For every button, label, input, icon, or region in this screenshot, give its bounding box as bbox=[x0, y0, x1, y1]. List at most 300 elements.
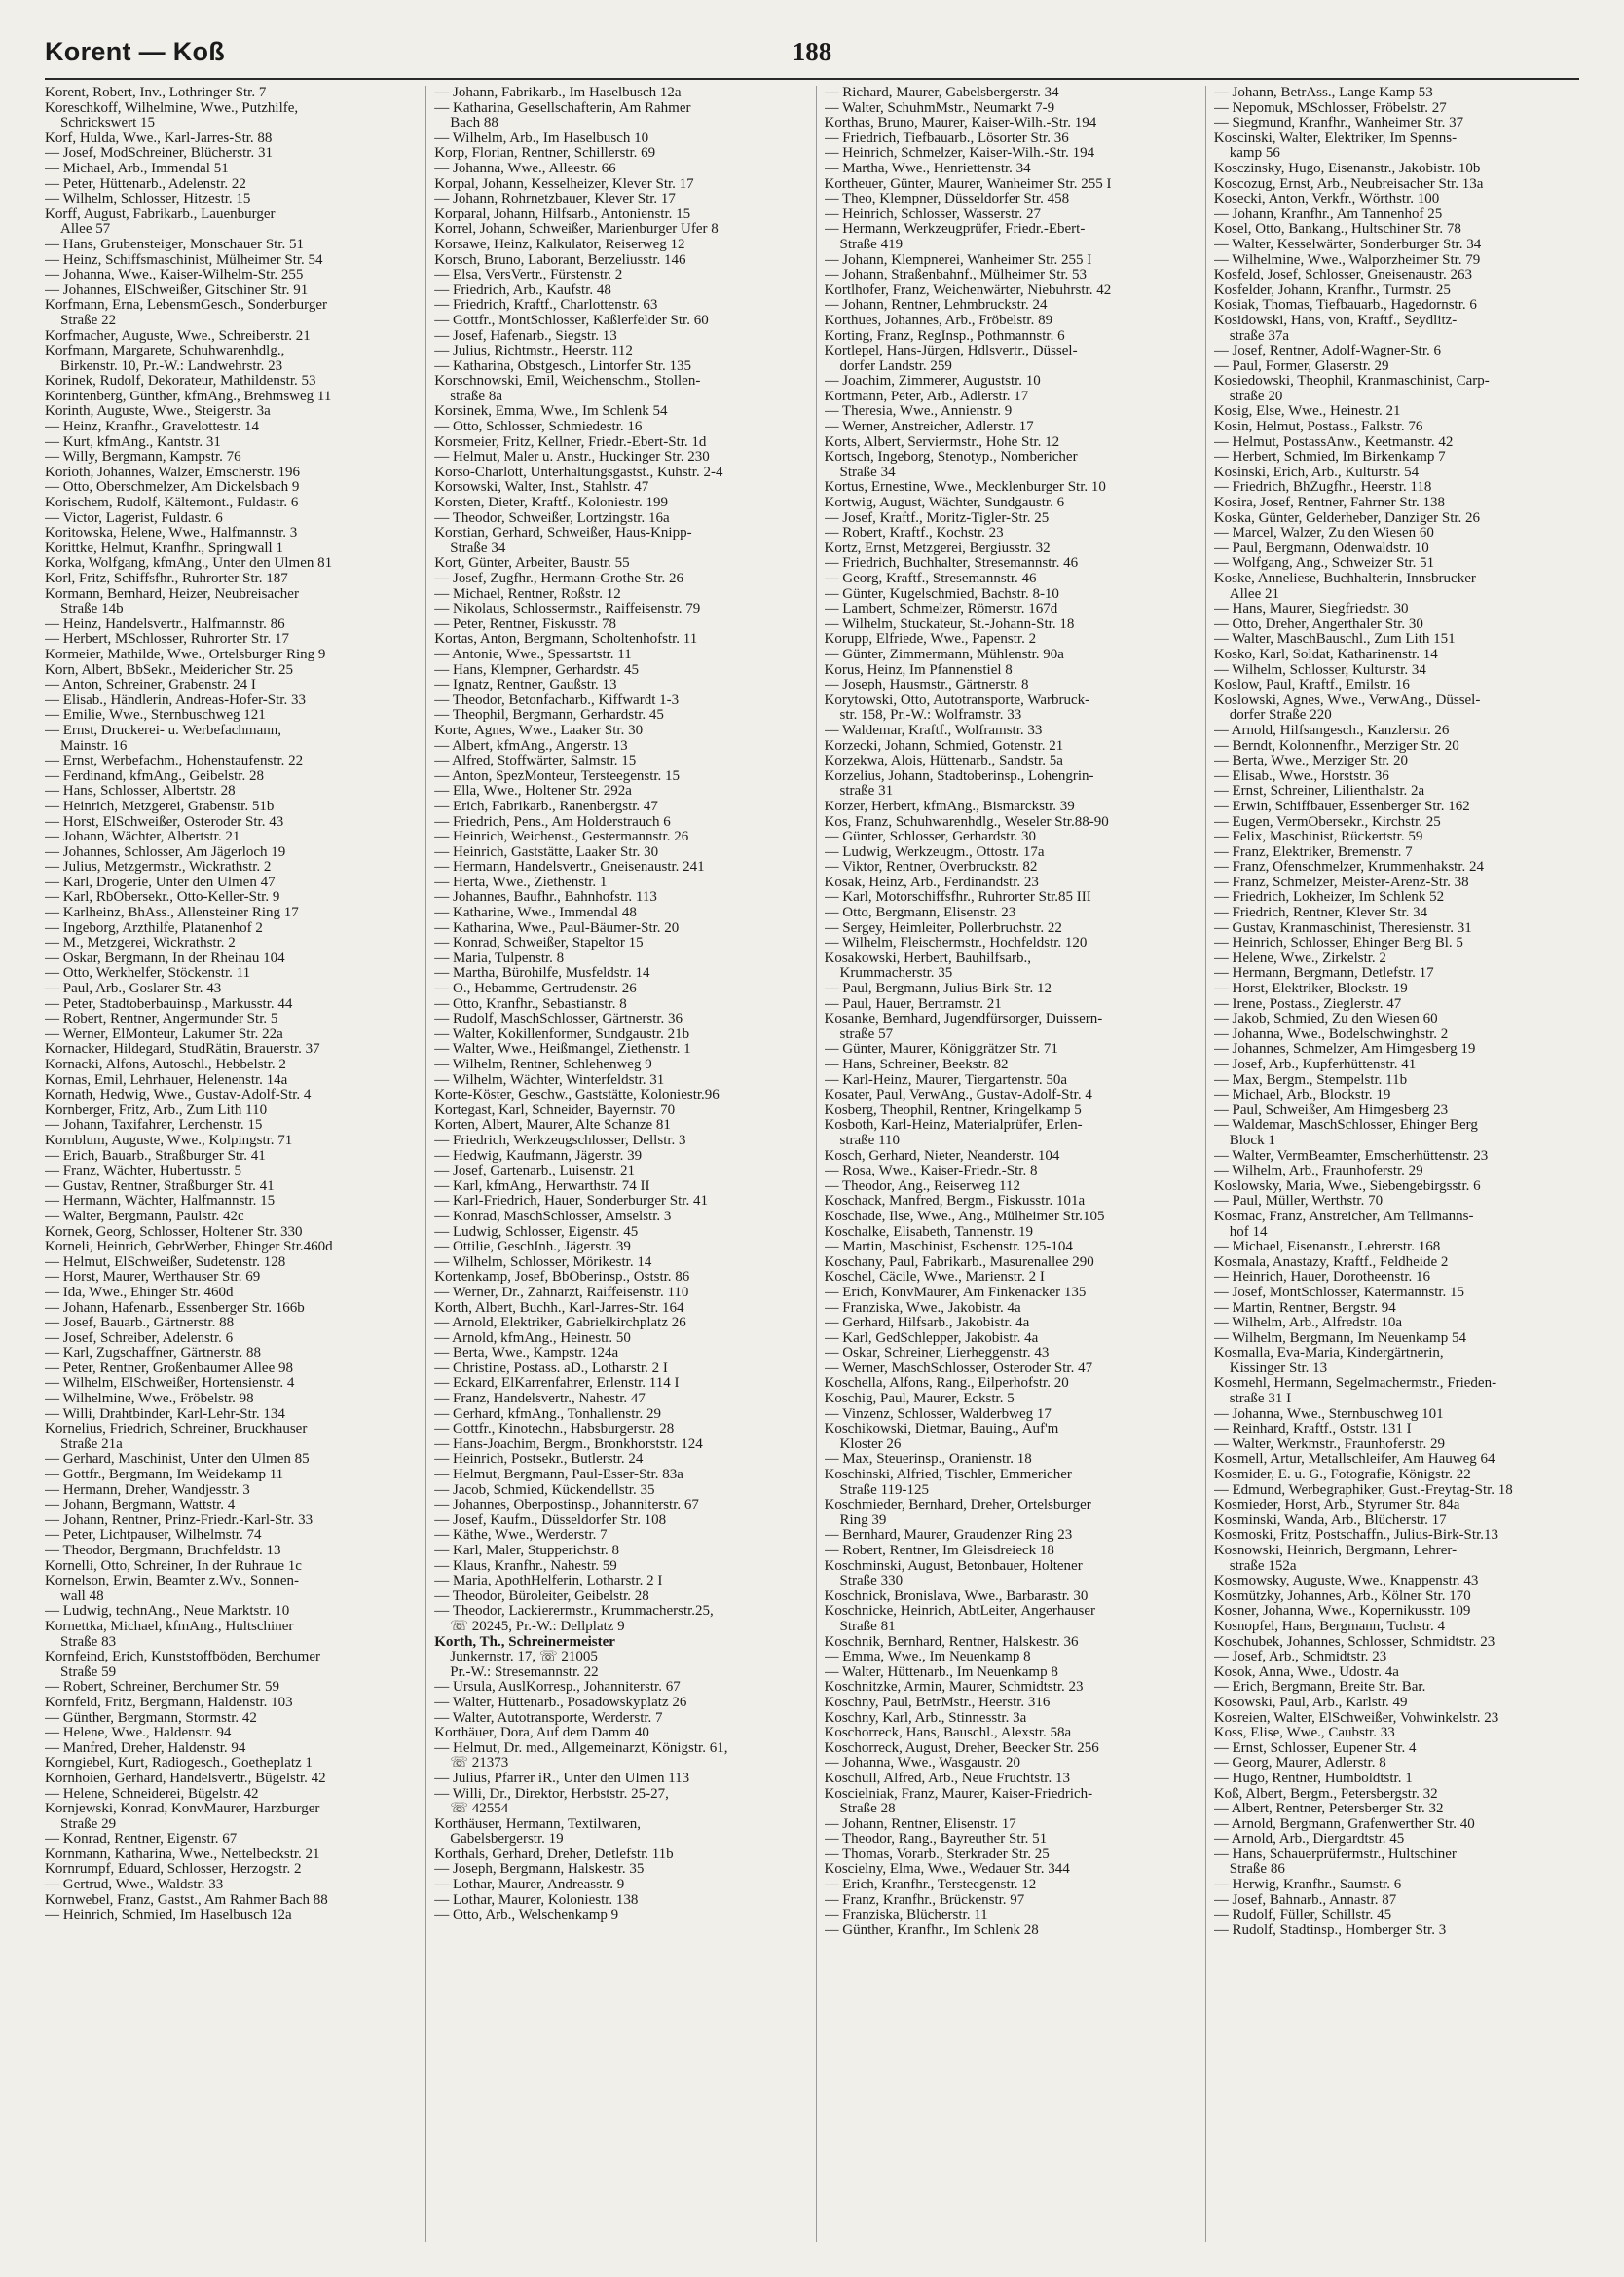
page-number: 188 bbox=[792, 37, 832, 66]
directory-entry: — Paul, Arb., Goslarer Str. 43 bbox=[45, 982, 222, 997]
directory-entry: — Wilhelm, Stuckateur, St.-Johann-Str. 18 bbox=[824, 616, 1075, 632]
directory-entry: — Walter, Kesselwärter, Sonderburger Str. 34 bbox=[1213, 237, 1482, 252]
directory-entry: — Willi, Drahtbinder, Karl-Lehr-Str. 134 bbox=[45, 1406, 285, 1422]
directory-entry: — Arnold, Bergmann, Grafenwerther Str. 40 bbox=[1213, 1816, 1475, 1832]
directory-entry: Kosmoski, Fritz, Postschaffn., Julius-Birk-Str.13 bbox=[1213, 1528, 1498, 1544]
directory-entry: Kosmalla, Eva-Maria, Kindergärtnerin, bbox=[1213, 1346, 1444, 1362]
directory-entry: Kosmac, Franz, Anstreicher, Am Tellmanns- bbox=[1213, 1209, 1474, 1224]
directory-entry: — Maria, ApothHelferin, Lotharstr. 2 I bbox=[434, 1574, 663, 1589]
directory-entry: Korischem, Rudolf, Kältemont., Fuldastr. 6 bbox=[45, 496, 299, 511]
directory-entry: — Michael, Eisenanstr., Lehrerstr. 168 bbox=[1213, 1240, 1441, 1255]
directory-entry: — Günter, Schlosser, Gerhardstr. 30 bbox=[824, 830, 1037, 845]
directory-entry: — Heinrich, Schlosser, Ehinger Berg Bl. 5 bbox=[1213, 936, 1463, 952]
directory-entry: — Günter, Maurer, Königgrätzer Str. 71 bbox=[824, 1042, 1058, 1058]
directory-columns bbox=[45, 86, 1579, 2242]
directory-entry: Kosidowski, Hans, von, Kraftf., Seydlitz- bbox=[1213, 313, 1458, 328]
directory-entry: — Katharina, Wwe., Paul-Bäumer-Str. 20 bbox=[434, 920, 680, 936]
directory-entry: — Alfred, Stoffwärter, Salmstr. 15 bbox=[434, 754, 637, 769]
entry-continuation: dorfer Straße 220 bbox=[1229, 708, 1332, 724]
entry-continuation: Krummacherstr. 35 bbox=[839, 966, 953, 982]
directory-entry: Kosel, Otto, Bankang., Hultschiner Str. 78 bbox=[1213, 222, 1461, 238]
directory-entry: — Josef, Schreiber, Adelenstr. 6 bbox=[45, 1330, 234, 1346]
directory-entry: Koschnicke, Heinrich, AbtLeiter, Angerhauser bbox=[824, 1604, 1095, 1620]
directory-entry: Koslow, Paul, Kraftf., Emilstr. 16 bbox=[1213, 678, 1410, 693]
directory-entry: — Michael, Rentner, Roßstr. 12 bbox=[434, 586, 621, 602]
directory-entry: Kosnopfel, Hans, Bergmann, Tuchstr. 4 bbox=[1213, 1619, 1445, 1634]
directory-entry: Korparal, Johann, Hilfsarb., Antonienstr. 15 bbox=[434, 206, 691, 222]
directory-entry: — Franziska, Blücherstr. 11 bbox=[824, 1908, 988, 1923]
directory-entry: Korsinek, Emma, Wwe., Im Schlenk 54 bbox=[434, 404, 668, 420]
directory-entry: Kosczinsky, Hugo, Eisenanstr., Jakobistr. 10b bbox=[1213, 161, 1481, 176]
directory-entry: — Karlheinz, BhAss., Allensteiner Ring 17 bbox=[45, 906, 299, 921]
directory-entry: Kortwig, August, Wächter, Sundgaustr. 6 bbox=[824, 496, 1065, 511]
directory-entry: — Franz, Ofenschmelzer, Krummenhakstr. 24 bbox=[1213, 860, 1484, 876]
directory-entry: — Otto, Werkhelfer, Stöckenstr. 11 bbox=[45, 966, 251, 982]
directory-entry: Kosmider, E. u. G., Fotografie, Königstr. 22 bbox=[1213, 1468, 1471, 1483]
directory-entry: Koscozug, Ernst, Arb., Neubreisacher Str. 13a bbox=[1213, 176, 1484, 192]
directory-entry: Kosnowski, Heinrich, Bergmann, Lehrer- bbox=[1213, 1544, 1458, 1558]
directory-entry: — Gerhard, Maschinist, Unter den Ulmen 85 bbox=[45, 1452, 310, 1468]
directory-entry: Korinek, Rudolf, Dekorateur, Mathildenstr. 53 bbox=[45, 374, 316, 390]
directory-entry: Korus, Heinz, Im Pfannenstiel 8 bbox=[824, 662, 1013, 678]
directory-entry: — Theophil, Bergmann, Gerhardstr. 45 bbox=[434, 708, 664, 724]
directory-entry: Korzecki, Johann, Schmied, Gotenstr. 21 bbox=[824, 738, 1064, 754]
directory-entry: Kornelius, Friedrich, Schreiner, Bruckhauser bbox=[45, 1422, 308, 1437]
directory-entry: — Katharine, Wwe., Immendal 48 bbox=[434, 906, 637, 921]
directory-entry: — Erich, Fabrikarb., Ranenbergstr. 47 bbox=[434, 799, 658, 814]
directory-entry: Korff, August, Fabrikarb., Lauenburger bbox=[45, 206, 276, 222]
directory-entry: Korupp, Elfriede, Wwe., Papenstr. 2 bbox=[824, 632, 1037, 648]
directory-entry: — Heinrich, Weichenst., Gestermannstr. 26 bbox=[434, 830, 689, 845]
directory-entry: — Jakob, Schmied, Zu den Wiesen 60 bbox=[1213, 1012, 1438, 1027]
directory-entry: Korts, Albert, Serviermstr., Hohe Str. 12 bbox=[824, 434, 1060, 450]
directory-entry: — Wilhelmine, Wwe., Walporzheimer Str. 79 bbox=[1213, 252, 1481, 268]
directory-entry: Kosmieder, Horst, Arb., Styrumer Str. 84a bbox=[1213, 1498, 1460, 1513]
directory-entry: — Gerhard, kfmAng., Tonhallenstr. 29 bbox=[434, 1406, 662, 1422]
directory-entry: — Hermann, Werkzeugprüfer, Friedr.-Ebert- bbox=[824, 222, 1086, 238]
directory-entry: — Oskar, Schreiner, Lierheggenstr. 43 bbox=[824, 1346, 1050, 1362]
directory-entry: — Werner, Dr., Zahnarzt, Raiffeisenstr. 110 bbox=[434, 1285, 689, 1300]
directory-entry: — Ludwig, Schlosser, Eigenstr. 45 bbox=[434, 1224, 639, 1240]
directory-entry: Kortmann, Peter, Arb., Adlerstr. 17 bbox=[824, 389, 1029, 404]
directory-entry: Korn, Albert, BbSekr., Meidericher Str. 25 bbox=[45, 662, 293, 678]
directory-entry: — Karl-Friedrich, Hauer, Sonderburger Str. 41 bbox=[434, 1194, 708, 1210]
directory-entry: — Johann, Fabrikarb., Im Haselbusch 12a bbox=[434, 86, 682, 100]
directory-entry: Kosreien, Walter, ElSchweißer, Vohwinkelstr. 23 bbox=[1213, 1710, 1499, 1726]
page-header bbox=[45, 37, 1579, 70]
directory-entry: Kornas, Emil, Lehrhauer, Helenenstr. 14a bbox=[45, 1072, 288, 1088]
directory-entry: — Theodor, Schweißer, Lortzingstr. 16a bbox=[434, 510, 670, 526]
directory-entry: Korthas, Bruno, Maurer, Kaiser-Wilh.-Str. 194 bbox=[824, 116, 1097, 131]
directory-entry: — Wilhelm, Arb., Alfredstr. 10a bbox=[1213, 1316, 1403, 1331]
directory-entry: — Helene, Wwe., Zirkelstr. 2 bbox=[1213, 951, 1386, 966]
directory-entry: — Josef, ModSchreiner, Blücherstr. 31 bbox=[45, 146, 273, 162]
directory-entry: Korte-Köster, Geschw., Gaststätte, Koloniestr.96 bbox=[434, 1088, 720, 1103]
directory-entry: Kortheuer, Günter, Maurer, Wanheimer Str. 255 I bbox=[824, 176, 1112, 192]
directory-entry: Kosater, Paul, VerwAng., Gustav-Adolf-Str. 4 bbox=[824, 1088, 1092, 1103]
directory-entry: — Franz, Wächter, Hubertusstr. 5 bbox=[45, 1164, 241, 1179]
entry-continuation: Birkenstr. 10, Pr.-W.: Landwehrstr. 23 bbox=[60, 358, 283, 374]
directory-entry: — Hugo, Rentner, Humboldtstr. 1 bbox=[1213, 1771, 1413, 1786]
directory-entry: Koscinski, Walter, Elektriker, Im Spenns- bbox=[1213, 131, 1458, 146]
column-2 bbox=[425, 86, 799, 2242]
directory-entry: Koschnitzke, Armin, Maurer, Schmidtstr. 23 bbox=[824, 1680, 1084, 1696]
directory-entry: — Johann, Rohrnetzbauer, Klever Str. 17 bbox=[434, 192, 676, 207]
directory-entry: — Friedrich, Rentner, Klever Str. 34 bbox=[1213, 906, 1428, 921]
directory-entry: — Wilhelm, Arb., Im Haselbusch 10 bbox=[434, 131, 649, 146]
directory-entry: Koschnik, Bernhard, Rentner, Halskestr. 36 bbox=[824, 1634, 1079, 1650]
directory-entry: — Otto, Schlosser, Schmiedestr. 16 bbox=[434, 420, 643, 435]
directory-entry: — Wilhelm, Schlosser, Mörikestr. 14 bbox=[434, 1254, 652, 1270]
directory-entry: Korintenberg, Günther, kfmAng., Brehmsweg 11 bbox=[45, 389, 332, 404]
directory-entry: Kosberg, Theophil, Rentner, Kringelkamp 5 bbox=[824, 1102, 1082, 1118]
directory-entry: Kortlepel, Hans-Jürgen, Hdlsvertr., Düssel- bbox=[824, 344, 1078, 359]
directory-entry: Kosmell, Artur, Metallschleifer, Am Hauweg 64 bbox=[1213, 1452, 1495, 1468]
directory-entry: Koscielniak, Franz, Maurer, Kaiser-Friedrich- bbox=[824, 1786, 1093, 1802]
directory-entry: — Berta, Wwe., Kampstr. 124a bbox=[434, 1346, 619, 1362]
directory-entry: Koschany, Paul, Fabrikarb., Masurenallee 290 bbox=[824, 1254, 1094, 1270]
entry-continuation: Straße 83 bbox=[60, 1634, 117, 1650]
directory-entry: — Helene, Schneiderei, Bügelstr. 42 bbox=[45, 1786, 259, 1802]
entry-continuation: straße 37a bbox=[1229, 328, 1289, 344]
directory-entry: — Josef, Gartenarb., Luisenstr. 21 bbox=[434, 1164, 636, 1179]
directory-entry: — Horst, ElSchweißer, Osteroder Str. 43 bbox=[45, 814, 284, 830]
directory-entry: — Gustav, Kranmaschinist, Theresienstr. 31 bbox=[1213, 920, 1472, 936]
directory-entry: — Josef, Kraftf., Moritz-Tigler-Str. 25 bbox=[824, 510, 1050, 526]
directory-entry: Korzelius, Johann, Stadtoberinsp., Lohengrin- bbox=[824, 768, 1094, 784]
entry-continuation: ☏ 21373 bbox=[450, 1756, 509, 1772]
directory-entry: — Hermann, Dreher, Wandjesstr. 3 bbox=[45, 1482, 250, 1498]
directory-entry: — Johannes, Oberpostinsp., Johanniterstr. 67 bbox=[434, 1498, 699, 1513]
directory-entry: — Walter, Autotransporte, Werderstr. 7 bbox=[434, 1710, 663, 1726]
directory-entry: Korl, Fritz, Schiffsfhr., Ruhrorter Str. 187 bbox=[45, 572, 288, 586]
directory-entry: — Berndt, Kolonnenfhr., Merziger Str. 20 bbox=[1213, 738, 1459, 754]
directory-entry: — O., Hebamme, Gertrudenstr. 26 bbox=[434, 982, 637, 997]
directory-entry: — Martha, Bürohilfe, Musfeldstr. 14 bbox=[434, 966, 650, 982]
entry-continuation: straße 110 bbox=[839, 1133, 901, 1148]
directory-entry: Koschorreck, August, Dreher, Beecker Str. 256 bbox=[824, 1740, 1099, 1756]
directory-entry: Korth, Th., Schreinermeister bbox=[434, 1634, 615, 1650]
entry-continuation: ☏ 20245, Pr.-W.: Dellplatz 9 bbox=[450, 1619, 625, 1634]
directory-entry: Korf, Hulda, Wwe., Karl-Jarres-Str. 88 bbox=[45, 131, 273, 146]
directory-entry: — Josef, Bauarb., Gärtnerstr. 88 bbox=[45, 1316, 235, 1331]
directory-entry: Koritowska, Helene, Wwe., Halfmannstr. 3 bbox=[45, 526, 298, 541]
directory-entry: Korzer, Herbert, kfmAng., Bismarckstr. 39 bbox=[824, 799, 1075, 814]
directory-entry: Kornek, Georg, Schlosser, Holtener Str. 330 bbox=[45, 1224, 303, 1240]
directory-entry: Korsten, Dieter, Kraftf., Koloniestr. 199 bbox=[434, 496, 669, 511]
directory-entry: — Karl, Zugschaffner, Gärtnerstr. 88 bbox=[45, 1346, 261, 1362]
directory-entry: — Herbert, Schmied, Im Birkenkamp 7 bbox=[1213, 450, 1446, 466]
directory-entry: — Heinrich, Gaststätte, Laaker Str. 30 bbox=[434, 844, 659, 860]
entry-continuation: Bach 88 bbox=[450, 116, 498, 131]
directory-entry: — Herwig, Kranfhr., Saumstr. 6 bbox=[1213, 1878, 1402, 1893]
directory-entry: — Heinz, Handelsvertr., Halfmannstr. 86 bbox=[45, 616, 285, 632]
entry-continuation: kamp 56 bbox=[1229, 146, 1280, 162]
directory-entry: Kornelli, Otto, Schreiner, In der Ruhraue 1c bbox=[45, 1558, 302, 1574]
directory-entry: — Gerhard, Hilfsarb., Jakobistr. 4a bbox=[824, 1316, 1030, 1331]
directory-entry: Kosmützky, Johannes, Arb., Kölner Str. 170 bbox=[1213, 1588, 1471, 1604]
directory-entry: Koschig, Paul, Maurer, Eckstr. 5 bbox=[824, 1392, 1015, 1407]
directory-entry: — Josef, Kaufm., Düsseldorfer Str. 108 bbox=[434, 1512, 667, 1528]
directory-entry: Kosmowsky, Auguste, Wwe., Knappenstr. 43 bbox=[1213, 1574, 1479, 1589]
directory-entry: — Hermann, Bergmann, Detlefstr. 17 bbox=[1213, 966, 1434, 982]
directory-entry: — Willy, Bergmann, Kampstr. 76 bbox=[45, 450, 241, 466]
directory-entry: — Johann, Rentner, Elisenstr. 17 bbox=[824, 1816, 1016, 1832]
directory-entry: — Walter, Hüttenarb., Posadowskyplatz 26 bbox=[434, 1695, 687, 1710]
directory-entry: Koska, Günter, Gelderheber, Danziger Str. 26 bbox=[1213, 510, 1481, 526]
directory-entry: Kormeier, Mathilde, Wwe., Ortelsburger Ring 9 bbox=[45, 647, 326, 662]
directory-entry: — Berta, Wwe., Merziger Str. 20 bbox=[1213, 754, 1409, 769]
directory-entry: — Lambert, Schmelzer, Römerstr. 167d bbox=[824, 602, 1058, 617]
directory-entry: — Johann, Klempnerei, Wanheimer Str. 255 I bbox=[824, 252, 1092, 268]
directory-entry: Korrel, Johann, Schweißer, Marienburger Ufer 8 bbox=[434, 222, 719, 238]
directory-entry: — Theresia, Wwe., Annienstr. 9 bbox=[824, 404, 1013, 420]
directory-entry: — Werner, ElMonteur, Lakumer Str. 22a bbox=[45, 1027, 283, 1042]
directory-entry: — Arnold, Elektriker, Gabrielkirchplatz 26 bbox=[434, 1316, 686, 1331]
directory-entry: Koschull, Alfred, Arb., Neue Fruchtstr. 13 bbox=[824, 1771, 1070, 1786]
directory-entry: — M., Metzgerei, Wickrathstr. 2 bbox=[45, 936, 236, 952]
directory-entry: — Horst, Maurer, Werthauser Str. 69 bbox=[45, 1270, 261, 1286]
directory-entry: — Horst, Elektriker, Blockstr. 19 bbox=[1213, 982, 1408, 997]
entry-continuation: Ring 39 bbox=[839, 1512, 887, 1528]
directory-entry: Kortenkamp, Josef, BbOberinsp., Oststr. 86 bbox=[434, 1270, 690, 1286]
directory-entry: Korinth, Auguste, Wwe., Steigerstr. 3a bbox=[45, 404, 271, 420]
directory-entry: Koslowski, Agnes, Wwe., VerwAng., Düssel- bbox=[1213, 692, 1481, 708]
entry-continuation: ☏ 42554 bbox=[450, 1802, 509, 1817]
directory-entry: Korstian, Gerhard, Schweißer, Haus-Knipp- bbox=[434, 526, 692, 541]
directory-entry: — Katharina, Gesellschafterin, Am Rahmer bbox=[434, 100, 691, 116]
header-rule bbox=[45, 78, 1579, 80]
directory-entry: — Peter, Stadtoberbauinsp., Markusstr. 44 bbox=[45, 996, 293, 1012]
directory-entry: — Vinzenz, Schlosser, Walderbweg 17 bbox=[824, 1406, 1052, 1422]
directory-entry: Korka, Wolfgang, kfmAng., Unter den Ulmen 81 bbox=[45, 556, 333, 572]
directory-entry: — Robert, Rentner, Angermunder Str. 5 bbox=[45, 1012, 278, 1027]
directory-entry: — Walter, Hüttenarb., Im Neuenkamp 8 bbox=[824, 1664, 1058, 1680]
directory-entry: — Anton, SpezMonteur, Tersteegenstr. 15 bbox=[434, 768, 681, 784]
directory-entry: Korent, Robert, Inv., Lothringer Str. 7 bbox=[45, 86, 267, 100]
directory-entry: — Heinrich, Schmelzer, Kaiser-Wilh.-Str. 194 bbox=[824, 146, 1095, 162]
directory-entry: Kosowski, Paul, Arb., Karlstr. 49 bbox=[1213, 1695, 1408, 1710]
directory-entry: — Georg, Maurer, Adlerstr. 8 bbox=[1213, 1756, 1386, 1772]
directory-entry: Koschorreck, Hans, Bauschl., Alexstr. 58a bbox=[824, 1726, 1072, 1741]
directory-entry: Koscielny, Elma, Wwe., Wedauer Str. 344 bbox=[824, 1862, 1070, 1878]
directory-entry: Korzekwa, Alois, Hüttenarb., Sandstr. 5a bbox=[824, 754, 1063, 769]
directory-entry: — Waldemar, Kraftf., Wolframstr. 33 bbox=[824, 723, 1043, 738]
directory-entry: — Günter, Zimmermann, Mühlenstr. 90a bbox=[824, 647, 1064, 662]
directory-entry: — Johannes, Baufhr., Bahnhofstr. 113 bbox=[434, 890, 657, 906]
entry-continuation: Straße 28 bbox=[839, 1802, 896, 1817]
directory-entry: — Gottfr., Bergmann, Im Weidekamp 11 bbox=[45, 1468, 284, 1483]
entry-continuation: Straße 34 bbox=[450, 541, 506, 556]
directory-entry: Koschel, Cäcile, Wwe., Marienstr. 2 I bbox=[824, 1270, 1045, 1286]
directory-entry: Koschikowski, Dietmar, Bauing., Auf'm bbox=[824, 1422, 1059, 1437]
entry-continuation: straße 31 I bbox=[1229, 1392, 1292, 1407]
directory-entry: Koschmieder, Bernhard, Dreher, Ortelsburger bbox=[824, 1498, 1091, 1513]
directory-entry: — Johann, Taxifahrer, Lerchenstr. 15 bbox=[45, 1118, 263, 1134]
directory-entry: — Wilhelm, Rentner, Schlehenweg 9 bbox=[434, 1058, 652, 1072]
name-range-heading: Korent — Koß bbox=[45, 37, 226, 66]
directory-entry: Korthues, Johannes, Arb., Fröbelstr. 89 bbox=[824, 313, 1053, 328]
directory-entry: Korsmeier, Fritz, Kellner, Friedr.-Ebert-Str. 1d bbox=[434, 434, 707, 450]
directory-entry: Kornberger, Fritz, Arb., Zum Lith 110 bbox=[45, 1102, 268, 1118]
directory-entry: — Heinrich, Metzgerei, Grabenstr. 51b bbox=[45, 799, 275, 814]
directory-entry: — Karl, Motorschiffsfhr., Ruhrorter Str.85 III bbox=[824, 890, 1091, 906]
entry-continuation: Straße 22 bbox=[60, 313, 117, 328]
directory-entry: — Helmut, Dr. med., Allgemeinarzt, Königstr. 61, bbox=[434, 1740, 728, 1756]
directory-entry: — Julius, Richtmstr., Heerstr. 112 bbox=[434, 344, 633, 359]
directory-entry: — Felix, Maschinist, Rückertstr. 59 bbox=[1213, 830, 1423, 845]
directory-entry: — Klaus, Kranfhr., Nahestr. 59 bbox=[434, 1558, 617, 1574]
entry-continuation: straße 57 bbox=[839, 1027, 894, 1042]
directory-entry: Kosboth, Karl-Heinz, Materialprüfer, Erlen- bbox=[824, 1118, 1083, 1134]
directory-entry: — Josef, Bahnarb., Annastr. 87 bbox=[1213, 1892, 1397, 1908]
directory-entry: Kosfelder, Johann, Kranfhr., Turmstr. 25 bbox=[1213, 282, 1451, 298]
directory-entry: — Paul, Schweißer, Am Himgesberg 23 bbox=[1213, 1102, 1449, 1118]
directory-entry: — Walter, Werkmstr., Fraunhoferstr. 29 bbox=[1213, 1437, 1445, 1452]
directory-entry: Korp, Florian, Rentner, Schillerstr. 69 bbox=[434, 146, 656, 162]
entry-continuation: Kissinger Str. 13 bbox=[1229, 1361, 1328, 1376]
directory-entry: — Josef, Hafenarb., Siegstr. 13 bbox=[434, 328, 617, 344]
directory-entry: — Robert, Schreiner, Berchumer Str. 59 bbox=[45, 1680, 280, 1696]
directory-entry: Koschnick, Bronislava, Wwe., Barbarastr. 30 bbox=[824, 1588, 1089, 1604]
directory-entry: Korfmann, Erna, LebensmGesch., Sonderburger bbox=[45, 298, 328, 314]
directory-entry: — Käthe, Wwe., Werderstr. 7 bbox=[434, 1528, 608, 1544]
directory-entry: — Katharina, Obstgesch., Lintorfer Str. 135 bbox=[434, 358, 691, 374]
directory-entry: — Eugen, VermObersekr., Kirchstr. 25 bbox=[1213, 814, 1441, 830]
directory-entry: — Konrad, MaschSchlosser, Amselstr. 3 bbox=[434, 1209, 672, 1224]
directory-entry: — Otto, Bergmann, Elisenstr. 23 bbox=[824, 906, 1016, 921]
directory-entry: — Theodor, Bergmann, Bruchfeldstr. 13 bbox=[45, 1544, 281, 1558]
directory-entry: — Ida, Wwe., Ehinger Str. 460d bbox=[45, 1285, 234, 1300]
directory-entry: — Friedrich, Tiefbauarb., Lösorter Str. 36 bbox=[824, 131, 1069, 146]
directory-entry: — Karl-Heinz, Maurer, Tiergartenstr. 50a bbox=[824, 1072, 1067, 1088]
directory-entry: — Wolfgang, Ang., Schweizer Str. 51 bbox=[1213, 556, 1435, 572]
directory-entry: — Paul, Bergmann, Julius-Birk-Str. 12 bbox=[824, 982, 1052, 997]
directory-entry: Korioth, Johannes, Walzer, Emscherstr. 196 bbox=[45, 465, 301, 480]
directory-entry: Kosch, Gerhard, Nieter, Neanderstr. 104 bbox=[824, 1148, 1060, 1164]
directory-entry: Kortus, Ernestine, Wwe., Mecklenburger Str. 10 bbox=[824, 480, 1106, 496]
directory-entry: — Hans, Grubensteiger, Monschauer Str. 51 bbox=[45, 237, 305, 252]
directory-entry: — Julius, Metzgermstr., Wickrathstr. 2 bbox=[45, 860, 272, 876]
directory-entry: — Heinrich, Hauer, Dorotheenstr. 16 bbox=[1213, 1270, 1431, 1286]
directory-entry: Korngiebel, Kurt, Radiogesch., Goetheplatz 1 bbox=[45, 1756, 313, 1772]
directory-entry: — Hans, Klempner, Gerhardstr. 45 bbox=[434, 662, 640, 678]
directory-entry: — Helmut, PostassAnw., Keetmanstr. 42 bbox=[1213, 434, 1454, 450]
directory-entry: — Helene, Wwe., Haldenstr. 94 bbox=[45, 1726, 232, 1741]
directory-entry: Kortas, Anton, Bergmann, Scholtenhofstr. 11 bbox=[434, 632, 698, 648]
directory-entry: — Reinhard, Kraftf., Oststr. 131 I bbox=[1213, 1422, 1412, 1437]
directory-entry: — Johannes, Schlosser, Am Jägerloch 19 bbox=[45, 844, 286, 860]
directory-entry: — Günther, Kranfhr., Im Schlenk 28 bbox=[824, 1922, 1039, 1938]
directory-entry: Kornwebel, Franz, Gastst., Am Rahmer Bach 88 bbox=[45, 1892, 328, 1908]
directory-entry: — Friedrich, Arb., Kaufstr. 48 bbox=[434, 282, 611, 298]
directory-entry: — Wilhelm, Schlosser, Hitzestr. 15 bbox=[45, 192, 251, 207]
directory-entry: — Ingeborg, Arzthilfe, Platanenhof 2 bbox=[45, 920, 263, 936]
directory-entry: — Rudolf, Stadtinsp., Homberger Str. 3 bbox=[1213, 1922, 1447, 1938]
directory-entry: Kortsch, Ingeborg, Stenotyp., Nombericher bbox=[824, 450, 1078, 466]
directory-entry: Kormann, Bernhard, Heizer, Neubreisacher bbox=[45, 586, 299, 602]
directory-entry: — Richard, Maurer, Gabelsbergerstr. 34 bbox=[824, 86, 1059, 100]
directory-entry: — Max, Steuerinsp., Oranienstr. 18 bbox=[824, 1452, 1032, 1468]
directory-entry: — Viktor, Rentner, Overbruckstr. 82 bbox=[824, 860, 1038, 876]
directory-entry: — Siegmund, Kranfhr., Wanheimer Str. 37 bbox=[1213, 116, 1464, 131]
directory-entry: — Gertrud, Wwe., Waldstr. 33 bbox=[45, 1878, 224, 1893]
directory-entry: — Hans, Schlosser, Albertstr. 28 bbox=[45, 784, 236, 800]
directory-entry: — Theodor, Rang., Bayreuther Str. 51 bbox=[824, 1832, 1048, 1848]
directory-entry: — Emilie, Wwe., Sternbuschweg 121 bbox=[45, 708, 266, 724]
directory-entry: — Paul, Müller, Werthstr. 70 bbox=[1213, 1194, 1384, 1210]
directory-entry: — Herta, Wwe., Ziethenstr. 1 bbox=[434, 875, 608, 890]
entry-continuation: Pr.-W.: Stresemannstr. 22 bbox=[450, 1664, 599, 1680]
directory-entry: — Maria, Tulpenstr. 8 bbox=[434, 951, 565, 966]
directory-entry: Kornfeld, Fritz, Bergmann, Haldenstr. 103 bbox=[45, 1695, 293, 1710]
directory-entry: — Erich, KonvMaurer, Am Finkenacker 135 bbox=[824, 1285, 1087, 1300]
directory-entry: — Wilhelm, Arb., Fraunhoferstr. 29 bbox=[1213, 1164, 1423, 1179]
directory-entry: Korso-Charlott, Unterhaltungsgastst., Kuhstr. 2-4 bbox=[434, 465, 723, 480]
directory-entry: — Hedwig, Kaufmann, Jägerstr. 39 bbox=[434, 1148, 643, 1164]
directory-entry: — Erich, Bergmann, Breite Str. Bar. bbox=[1213, 1680, 1426, 1696]
directory-entry: — Johanna, Wwe., Alleestr. 66 bbox=[434, 161, 616, 176]
directory-entry: — Michael, Arb., Immendal 51 bbox=[45, 161, 229, 176]
directory-entry: Korsawe, Heinz, Kalkulator, Reiserweg 12 bbox=[434, 237, 685, 252]
directory-entry: — Friedrich, Pens., Am Holderstrauch 6 bbox=[434, 814, 671, 830]
entry-continuation: Straße 119-125 bbox=[839, 1482, 930, 1498]
directory-entry: Kosanke, Bernhard, Jugendfürsorger, Duissern- bbox=[824, 1012, 1103, 1027]
directory-entry: — Walter, Kokillenformer, Sundgaustr. 21b bbox=[434, 1027, 690, 1042]
directory-entry: — Helmut, Maler u. Anstr., Huckinger Str. 230 bbox=[434, 450, 710, 466]
directory-entry: — Gustav, Rentner, Straßburger Str. 41 bbox=[45, 1178, 275, 1194]
entry-continuation: hof 14 bbox=[1229, 1224, 1268, 1240]
directory-entry: Koschalke, Elisabeth, Tannenstr. 19 bbox=[824, 1224, 1033, 1240]
entry-continuation: straße 152a bbox=[1229, 1558, 1297, 1574]
directory-entry: — Johann, Rentner, Lehmbruckstr. 24 bbox=[824, 298, 1048, 314]
entry-continuation: Straße 14b bbox=[60, 602, 124, 617]
directory-entry: — Johann, Rentner, Prinz-Friedr.-Karl-Str. 33 bbox=[45, 1512, 314, 1528]
directory-entry: Kos, Franz, Schuhwarenhdlg., Weseler Str.88-90 bbox=[824, 814, 1109, 830]
directory-entry: — Jacob, Schmied, Kückendellstr. 35 bbox=[434, 1482, 655, 1498]
directory-entry: Kortegast, Karl, Schneider, Bayernstr. 70 bbox=[434, 1102, 676, 1118]
directory-entry: — Martin, Maschinist, Eschenstr. 125-104 bbox=[824, 1240, 1073, 1255]
entry-continuation: Straße 59 bbox=[60, 1664, 117, 1680]
entry-continuation: straße 8a bbox=[450, 389, 502, 404]
directory-entry: Koschny, Karl, Arb., Stinnesstr. 3a bbox=[824, 1710, 1027, 1726]
directory-entry: Korthäuser, Hermann, Textilwaren, bbox=[434, 1816, 642, 1832]
directory-entry: — Wilhelm, Bergmann, Im Neuenkamp 54 bbox=[1213, 1330, 1466, 1346]
entry-continuation: Straße 21a bbox=[60, 1437, 123, 1452]
directory-entry: — Thomas, Vorarb., Sterkrader Str. 25 bbox=[824, 1847, 1050, 1862]
directory-entry: — Otto, Oberschmelzer, Am Dickelsbach 9 bbox=[45, 480, 300, 496]
directory-entry: Koschella, Alfons, Rang., Eilperhofstr. 20 bbox=[824, 1376, 1069, 1392]
directory-entry: Koreschkoff, Wilhelmine, Wwe., Putzhilfe, bbox=[45, 100, 299, 116]
column-1 bbox=[45, 86, 410, 2242]
directory-entry: — Wilhelm, Schlosser, Kulturstr. 34 bbox=[1213, 662, 1426, 678]
directory-entry: — Theodor, Büroleiter, Geibelstr. 28 bbox=[434, 1588, 649, 1604]
directory-entry: Kornath, Hedwig, Wwe., Gustav-Adolf-Str. 4 bbox=[45, 1088, 312, 1103]
directory-entry: — Nikolaus, Schlossermstr., Raiffeisenstr. 79 bbox=[434, 602, 701, 617]
directory-entry: — Erwin, Schiffbauer, Essenberger Str. 162 bbox=[1213, 799, 1470, 814]
directory-entry: Kosfeld, Josef, Schlosser, Gneisenaustr. 263 bbox=[1213, 268, 1472, 283]
directory-entry: — Helmut, ElSchweißer, Sudetenstr. 128 bbox=[45, 1254, 286, 1270]
directory-entry: — Friedrich, Kraftf., Charlottenstr. 63 bbox=[434, 298, 658, 314]
directory-entry: — Franziska, Wwe., Jakobistr. 4a bbox=[824, 1300, 1021, 1316]
directory-entry: — Michael, Arb., Blockstr. 19 bbox=[1213, 1088, 1391, 1103]
directory-entry: — Karl, RbObersekr., Otto-Keller-Str. 9 bbox=[45, 890, 280, 906]
directory-entry: — Otto, Arb., Welschenkamp 9 bbox=[434, 1908, 619, 1923]
directory-entry: Kosakowski, Herbert, Bauhilfsarb., bbox=[824, 951, 1031, 966]
directory-entry: Kosmala, Anastazy, Kraftf., Feldheide 2 bbox=[1213, 1254, 1449, 1270]
directory-entry: Kornmann, Katharina, Wwe., Nettelbeckstr. 21 bbox=[45, 1847, 320, 1862]
entry-continuation: wall 48 bbox=[60, 1588, 104, 1604]
